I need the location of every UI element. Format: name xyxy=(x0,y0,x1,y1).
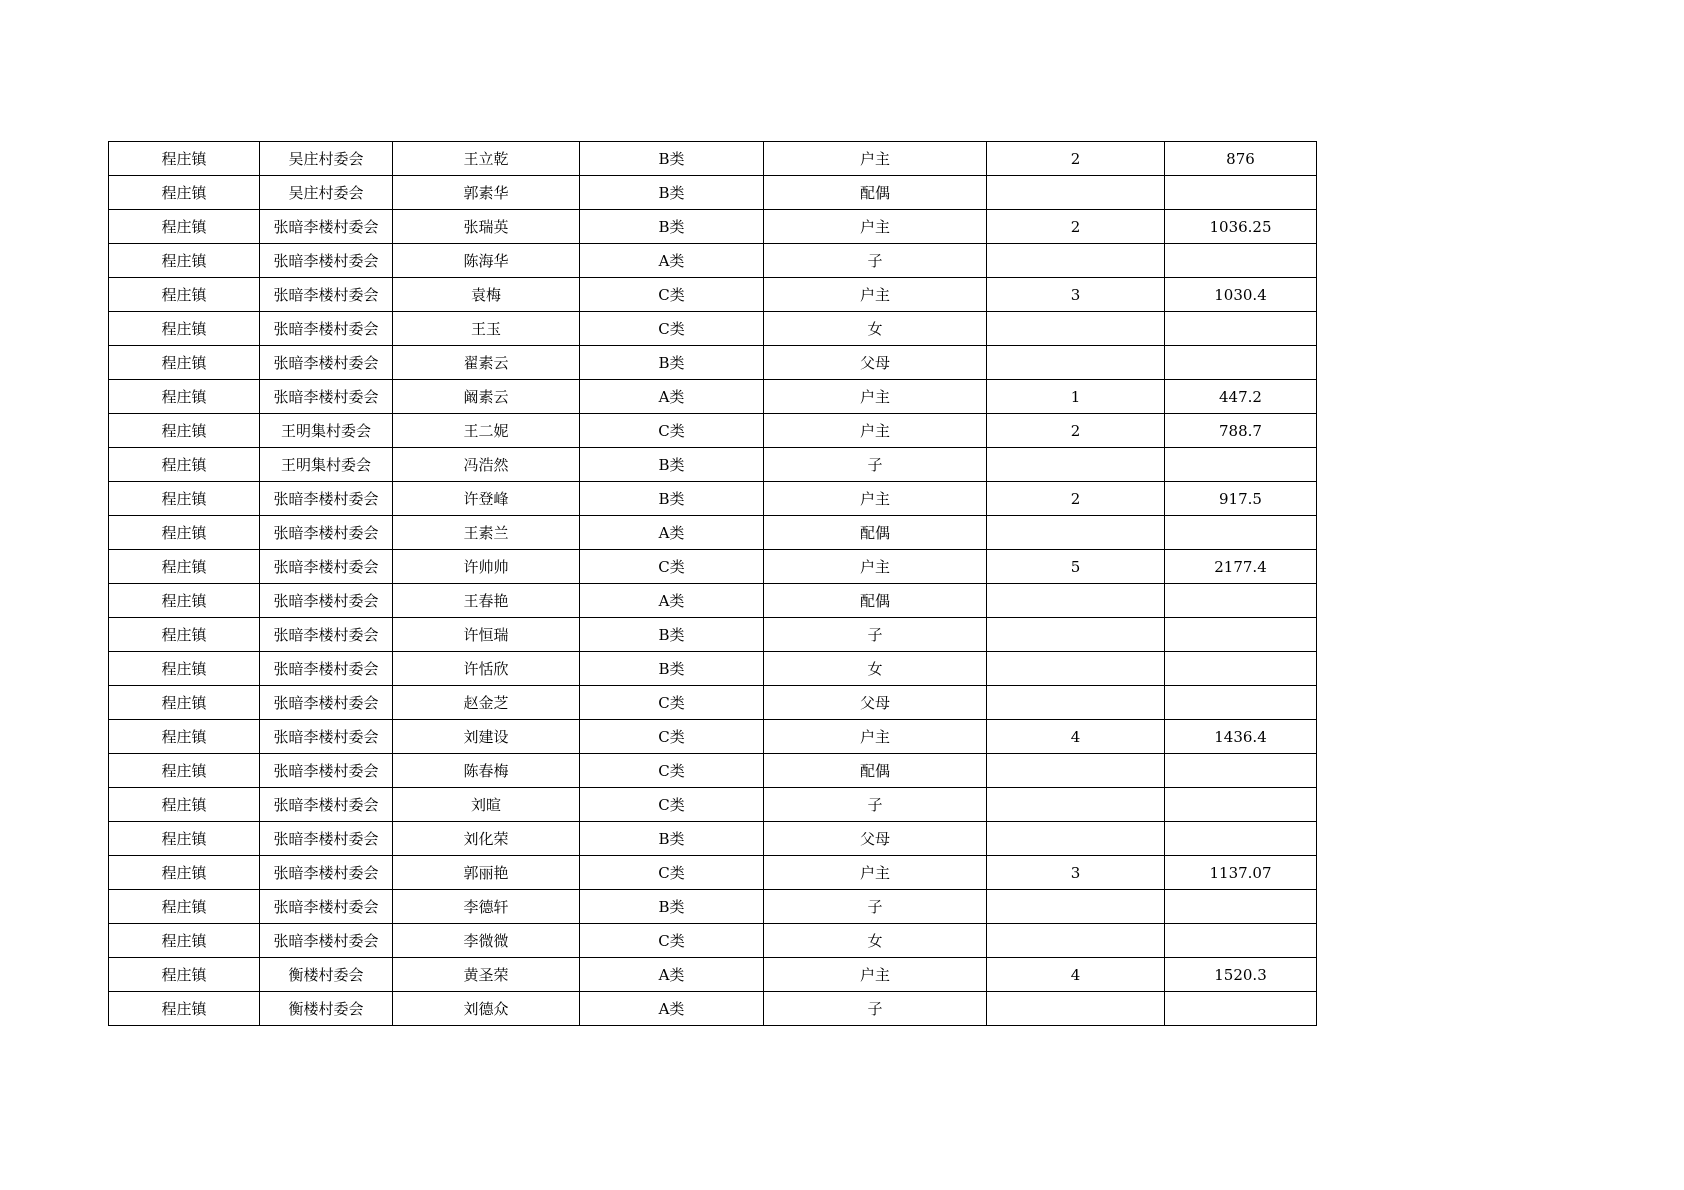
town-cell: 程庄镇 xyxy=(109,754,260,788)
village-cell: 王明集村委会 xyxy=(260,414,393,448)
amount-cell xyxy=(1165,584,1317,618)
relation-cell: 户主 xyxy=(764,856,987,890)
town-cell: 程庄镇 xyxy=(109,482,260,516)
household-size-cell xyxy=(987,244,1165,278)
table-row xyxy=(109,686,1317,720)
village-cell: 张暗李楼村委会 xyxy=(260,822,393,856)
amount-cell: 876 xyxy=(1165,142,1317,176)
name-cell: 王素兰 xyxy=(393,516,580,550)
household-size-cell xyxy=(987,822,1165,856)
village-cell: 衡楼村委会 xyxy=(260,958,393,992)
town-cell: 程庄镇 xyxy=(109,822,260,856)
amount-cell xyxy=(1165,516,1317,550)
table-row xyxy=(109,516,1317,550)
name-cell: 刘建设 xyxy=(393,720,580,754)
town-cell: 程庄镇 xyxy=(109,380,260,414)
village-cell: 张暗李楼村委会 xyxy=(260,754,393,788)
relation-cell: 配偶 xyxy=(764,584,987,618)
name-cell: 王春艳 xyxy=(393,584,580,618)
name-cell: 袁梅 xyxy=(393,278,580,312)
household-size-cell xyxy=(987,584,1165,618)
spreadsheet-page xyxy=(108,141,1316,1026)
town-cell: 程庄镇 xyxy=(109,618,260,652)
name-cell: 王玉 xyxy=(393,312,580,346)
category-cell: B类 xyxy=(580,652,764,686)
relation-cell: 户主 xyxy=(764,550,987,584)
relation-cell: 户主 xyxy=(764,210,987,244)
name-cell: 刘暄 xyxy=(393,788,580,822)
household-size-cell: 4 xyxy=(987,720,1165,754)
town-cell: 程庄镇 xyxy=(109,958,260,992)
town-cell: 程庄镇 xyxy=(109,312,260,346)
amount-cell xyxy=(1165,686,1317,720)
category-cell: B类 xyxy=(580,482,764,516)
village-cell: 张暗李楼村委会 xyxy=(260,550,393,584)
village-cell: 张暗李楼村委会 xyxy=(260,584,393,618)
relation-cell: 子 xyxy=(764,890,987,924)
town-cell: 程庄镇 xyxy=(109,652,260,686)
category-cell: C类 xyxy=(580,856,764,890)
relation-cell: 父母 xyxy=(764,822,987,856)
amount-cell xyxy=(1165,346,1317,380)
amount-cell: 1030.4 xyxy=(1165,278,1317,312)
household-size-cell: 2 xyxy=(987,142,1165,176)
village-cell: 张暗李楼村委会 xyxy=(260,244,393,278)
town-cell: 程庄镇 xyxy=(109,856,260,890)
amount-cell: 788.7 xyxy=(1165,414,1317,448)
category-cell: B类 xyxy=(580,142,764,176)
amount-cell xyxy=(1165,924,1317,958)
category-cell: B类 xyxy=(580,346,764,380)
village-cell: 王明集村委会 xyxy=(260,448,393,482)
name-cell: 许帅帅 xyxy=(393,550,580,584)
town-cell: 程庄镇 xyxy=(109,890,260,924)
town-cell: 程庄镇 xyxy=(109,414,260,448)
category-cell: A类 xyxy=(580,584,764,618)
table-row xyxy=(109,176,1317,210)
category-cell: B类 xyxy=(580,176,764,210)
name-cell: 李微微 xyxy=(393,924,580,958)
table-row xyxy=(109,278,1317,312)
name-cell: 刘化荣 xyxy=(393,822,580,856)
relation-cell: 父母 xyxy=(764,346,987,380)
category-cell: A类 xyxy=(580,380,764,414)
amount-cell: 917.5 xyxy=(1165,482,1317,516)
table-row xyxy=(109,244,1317,278)
name-cell: 许登峰 xyxy=(393,482,580,516)
town-cell: 程庄镇 xyxy=(109,992,260,1026)
table-row xyxy=(109,618,1317,652)
household-size-cell xyxy=(987,992,1165,1026)
amount-cell: 1436.4 xyxy=(1165,720,1317,754)
village-cell: 张暗李楼村委会 xyxy=(260,618,393,652)
amount-cell xyxy=(1165,890,1317,924)
relation-cell: 户主 xyxy=(764,482,987,516)
amount-cell xyxy=(1165,448,1317,482)
town-cell: 程庄镇 xyxy=(109,584,260,618)
table-row xyxy=(109,346,1317,380)
table-row xyxy=(109,652,1317,686)
relation-cell: 子 xyxy=(764,618,987,652)
name-cell: 许恒瑞 xyxy=(393,618,580,652)
relation-cell: 女 xyxy=(764,924,987,958)
table-row xyxy=(109,720,1317,754)
household-size-cell: 3 xyxy=(987,278,1165,312)
category-cell: B类 xyxy=(580,448,764,482)
town-cell: 程庄镇 xyxy=(109,550,260,584)
name-cell: 冯浩然 xyxy=(393,448,580,482)
amount-cell: 1036.25 xyxy=(1165,210,1317,244)
town-cell: 程庄镇 xyxy=(109,210,260,244)
household-size-cell xyxy=(987,312,1165,346)
relation-cell: 配偶 xyxy=(764,516,987,550)
name-cell: 王立乾 xyxy=(393,142,580,176)
household-size-cell xyxy=(987,890,1165,924)
amount-cell xyxy=(1165,788,1317,822)
name-cell: 郭素华 xyxy=(393,176,580,210)
amount-cell: 2177.4 xyxy=(1165,550,1317,584)
category-cell: C类 xyxy=(580,550,764,584)
category-cell: C类 xyxy=(580,924,764,958)
village-cell: 张暗李楼村委会 xyxy=(260,652,393,686)
table-row xyxy=(109,890,1317,924)
table-row xyxy=(109,992,1317,1026)
relation-cell: 子 xyxy=(764,448,987,482)
category-cell: C类 xyxy=(580,754,764,788)
name-cell: 黄圣荣 xyxy=(393,958,580,992)
household-size-cell xyxy=(987,686,1165,720)
village-cell: 张暗李楼村委会 xyxy=(260,210,393,244)
village-cell: 张暗李楼村委会 xyxy=(260,856,393,890)
name-cell: 翟素云 xyxy=(393,346,580,380)
amount-cell xyxy=(1165,754,1317,788)
name-cell: 陈海华 xyxy=(393,244,580,278)
name-cell: 陈春梅 xyxy=(393,754,580,788)
table-row xyxy=(109,822,1317,856)
household-size-cell: 4 xyxy=(987,958,1165,992)
relation-cell: 户主 xyxy=(764,958,987,992)
relation-cell: 女 xyxy=(764,312,987,346)
town-cell: 程庄镇 xyxy=(109,516,260,550)
name-cell: 阚素云 xyxy=(393,380,580,414)
category-cell: C类 xyxy=(580,312,764,346)
table-row xyxy=(109,414,1317,448)
data-table xyxy=(108,141,1317,1026)
category-cell: A类 xyxy=(580,244,764,278)
table-row xyxy=(109,448,1317,482)
household-size-cell xyxy=(987,754,1165,788)
table-row xyxy=(109,210,1317,244)
household-size-cell: 5 xyxy=(987,550,1165,584)
relation-cell: 户主 xyxy=(764,278,987,312)
household-size-cell xyxy=(987,176,1165,210)
relation-cell: 配偶 xyxy=(764,754,987,788)
table-row xyxy=(109,312,1317,346)
town-cell: 程庄镇 xyxy=(109,924,260,958)
village-cell: 张暗李楼村委会 xyxy=(260,890,393,924)
household-size-cell: 1 xyxy=(987,380,1165,414)
name-cell: 许恬欣 xyxy=(393,652,580,686)
name-cell: 郭丽艳 xyxy=(393,856,580,890)
village-cell: 张暗李楼村委会 xyxy=(260,924,393,958)
table-row xyxy=(109,924,1317,958)
relation-cell: 女 xyxy=(764,652,987,686)
village-cell: 吴庄村委会 xyxy=(260,142,393,176)
town-cell: 程庄镇 xyxy=(109,278,260,312)
household-size-cell xyxy=(987,788,1165,822)
village-cell: 张暗李楼村委会 xyxy=(260,278,393,312)
category-cell: C类 xyxy=(580,414,764,448)
amount-cell xyxy=(1165,652,1317,686)
household-size-cell: 3 xyxy=(987,856,1165,890)
relation-cell: 户主 xyxy=(764,142,987,176)
village-cell: 张暗李楼村委会 xyxy=(260,788,393,822)
category-cell: B类 xyxy=(580,822,764,856)
category-cell: B类 xyxy=(580,890,764,924)
village-cell: 吴庄村委会 xyxy=(260,176,393,210)
category-cell: A类 xyxy=(580,958,764,992)
category-cell: B类 xyxy=(580,210,764,244)
table-body xyxy=(109,142,1317,1026)
town-cell: 程庄镇 xyxy=(109,720,260,754)
amount-cell xyxy=(1165,244,1317,278)
name-cell: 张瑞英 xyxy=(393,210,580,244)
category-cell: C类 xyxy=(580,686,764,720)
name-cell: 赵金芝 xyxy=(393,686,580,720)
relation-cell: 配偶 xyxy=(764,176,987,210)
town-cell: 程庄镇 xyxy=(109,686,260,720)
household-size-cell: 2 xyxy=(987,414,1165,448)
table-row xyxy=(109,856,1317,890)
household-size-cell xyxy=(987,618,1165,652)
amount-cell: 1520.3 xyxy=(1165,958,1317,992)
category-cell: A类 xyxy=(580,992,764,1026)
amount-cell xyxy=(1165,312,1317,346)
table-row xyxy=(109,550,1317,584)
relation-cell: 户主 xyxy=(764,414,987,448)
relation-cell: 户主 xyxy=(764,380,987,414)
household-size-cell xyxy=(987,346,1165,380)
relation-cell: 子 xyxy=(764,244,987,278)
amount-cell xyxy=(1165,822,1317,856)
amount-cell xyxy=(1165,992,1317,1026)
town-cell: 程庄镇 xyxy=(109,176,260,210)
town-cell: 程庄镇 xyxy=(109,142,260,176)
household-size-cell: 2 xyxy=(987,210,1165,244)
town-cell: 程庄镇 xyxy=(109,448,260,482)
village-cell: 衡楼村委会 xyxy=(260,992,393,1026)
household-size-cell xyxy=(987,516,1165,550)
name-cell: 刘德众 xyxy=(393,992,580,1026)
name-cell: 王二妮 xyxy=(393,414,580,448)
category-cell: C类 xyxy=(580,278,764,312)
relation-cell: 父母 xyxy=(764,686,987,720)
town-cell: 程庄镇 xyxy=(109,244,260,278)
household-size-cell xyxy=(987,924,1165,958)
name-cell: 李德轩 xyxy=(393,890,580,924)
relation-cell: 户主 xyxy=(764,720,987,754)
table-row xyxy=(109,380,1317,414)
table-row xyxy=(109,754,1317,788)
village-cell: 张暗李楼村委会 xyxy=(260,346,393,380)
household-size-cell xyxy=(987,448,1165,482)
table-row xyxy=(109,482,1317,516)
village-cell: 张暗李楼村委会 xyxy=(260,380,393,414)
table-row xyxy=(109,788,1317,822)
table-row xyxy=(109,584,1317,618)
household-size-cell: 2 xyxy=(987,482,1165,516)
relation-cell: 子 xyxy=(764,992,987,1026)
town-cell: 程庄镇 xyxy=(109,788,260,822)
village-cell: 张暗李楼村委会 xyxy=(260,312,393,346)
category-cell: C类 xyxy=(580,788,764,822)
amount-cell: 447.2 xyxy=(1165,380,1317,414)
village-cell: 张暗李楼村委会 xyxy=(260,482,393,516)
category-cell: B类 xyxy=(580,618,764,652)
amount-cell xyxy=(1165,618,1317,652)
amount-cell xyxy=(1165,176,1317,210)
household-size-cell xyxy=(987,652,1165,686)
category-cell: C类 xyxy=(580,720,764,754)
village-cell: 张暗李楼村委会 xyxy=(260,720,393,754)
village-cell: 张暗李楼村委会 xyxy=(260,686,393,720)
table-row xyxy=(109,142,1317,176)
table-row xyxy=(109,958,1317,992)
category-cell: A类 xyxy=(580,516,764,550)
relation-cell: 子 xyxy=(764,788,987,822)
amount-cell: 1137.07 xyxy=(1165,856,1317,890)
village-cell: 张暗李楼村委会 xyxy=(260,516,393,550)
town-cell: 程庄镇 xyxy=(109,346,260,380)
